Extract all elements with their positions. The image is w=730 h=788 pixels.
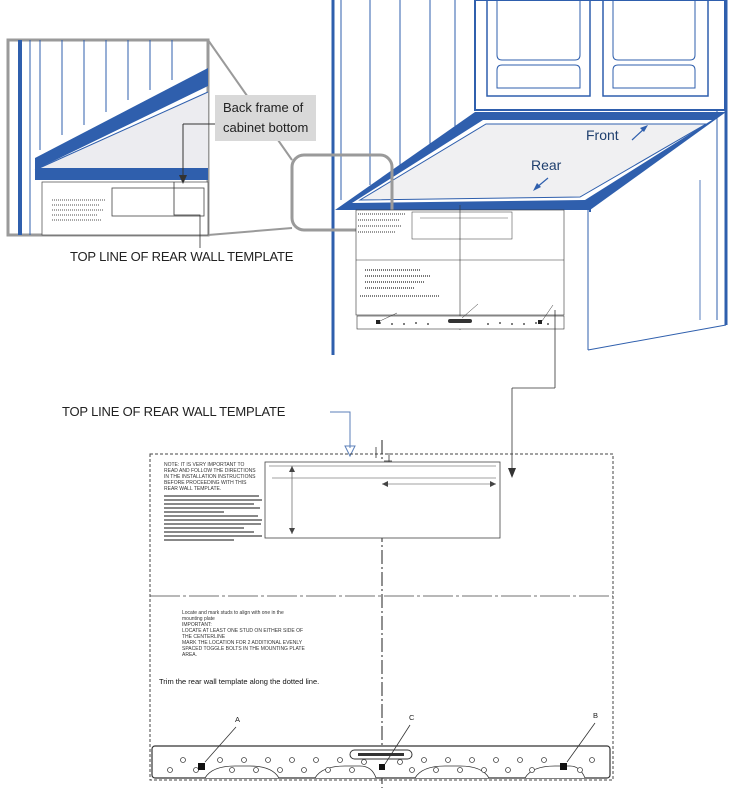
note-line: AREA. xyxy=(182,652,198,658)
inset-zoom xyxy=(8,40,292,248)
trim-instruction: Trim the rear wall template along the dotted line. xyxy=(159,677,320,686)
rear-label: Rear xyxy=(531,157,562,173)
template-notes-mid xyxy=(182,610,305,658)
cabinet-scene xyxy=(292,0,726,478)
note-line: THE CENTERLINE xyxy=(182,634,226,640)
note-line: Locate and mark studs to align with one in the xyxy=(182,610,284,616)
note-line: IMPORTANT: xyxy=(182,622,212,628)
note-line: NOTE: IT IS VERY IMPORTANT TO xyxy=(164,462,245,468)
marker-a-label: A xyxy=(235,715,241,724)
marker-b-label: B xyxy=(593,711,599,720)
note-line: SPACED TOGGLE BOLTS IN THE MOUNTING PLATE xyxy=(182,646,305,652)
note-line: BEFORE PROCEEDING WITH THIS xyxy=(164,480,247,486)
note-line: READ AND FOLLOW THE DIRECTIONS xyxy=(164,468,256,474)
front-label: Front xyxy=(586,127,619,143)
note-line: MARK THE LOCATION FOR 2 ADDITIONAL EVENLY xyxy=(182,640,303,646)
note-line: IN THE INSTALLATION INSTRUCTIONS xyxy=(164,474,256,480)
note-line: LOCATE AT LEAST ONE STUD ON EITHER SIDE OF xyxy=(182,628,304,634)
note-line: mounting plate xyxy=(182,616,215,622)
marker-c-label: C xyxy=(409,713,415,722)
note-line: REAR WALL TEMPLATE. xyxy=(164,486,222,492)
template-notes-top xyxy=(164,462,256,492)
inset-template-label: TOP LINE OF REAR WALL TEMPLATE xyxy=(70,249,294,264)
main-template-label: TOP LINE OF REAR WALL TEMPLATE xyxy=(62,404,286,419)
back-frame-callout: Back frame of cabinet bottom xyxy=(215,95,316,141)
fine-print xyxy=(164,493,264,543)
